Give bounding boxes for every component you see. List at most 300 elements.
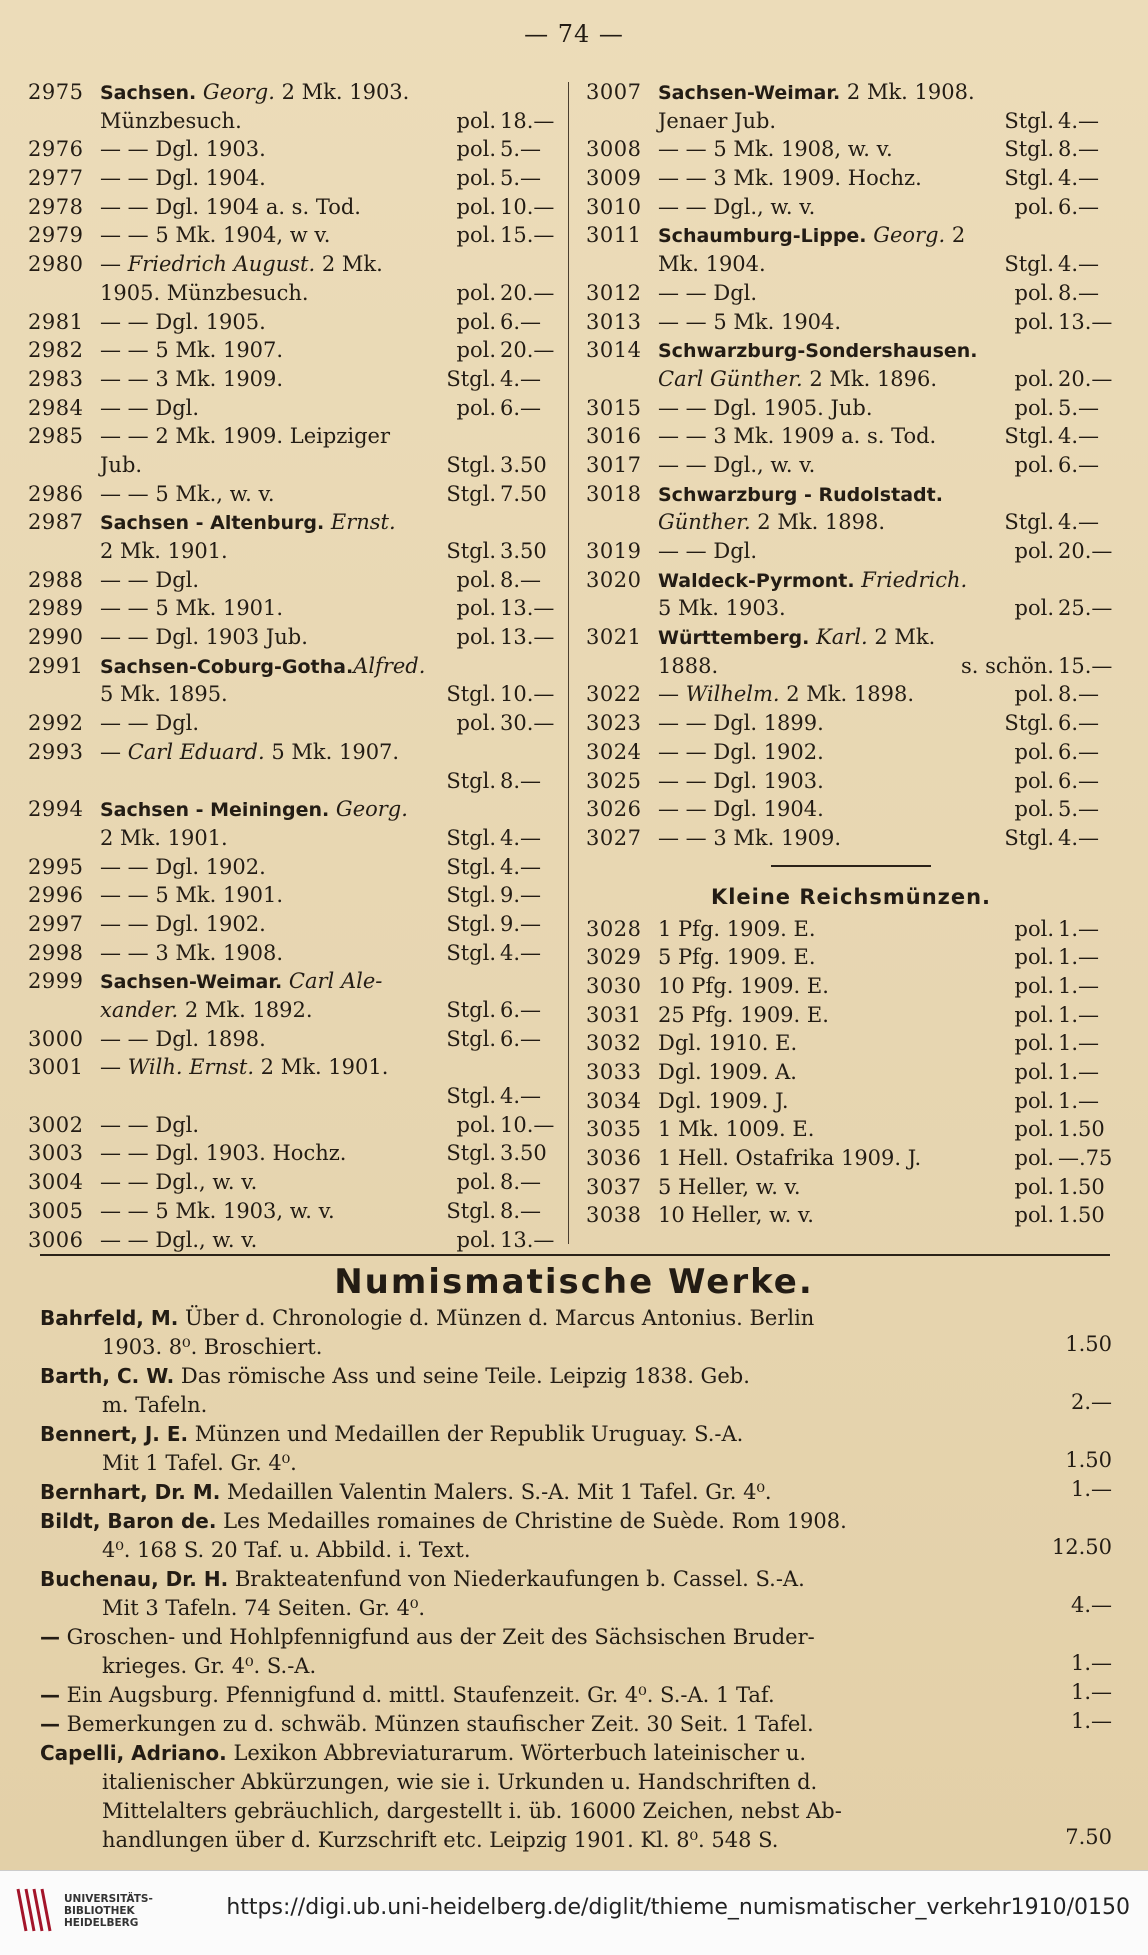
lot-condition: pol.	[1014, 739, 1054, 764]
lot-price: 1.—	[1058, 1060, 1100, 1084]
entry-author: Bildt, Baron de.	[40, 1509, 217, 1533]
entry-continuation: 4⁰. 168 S. 20 Taf. u. Abbild. i. Text.	[102, 1538, 471, 1562]
lot-condition: pol.	[456, 1170, 496, 1195]
lot-description: — Carl Eduard. 5 Mk. 1907.	[100, 739, 400, 764]
listing-row	[586, 1087, 1116, 1116]
lot-price: 7.50	[500, 481, 547, 506]
listing-row	[586, 394, 1116, 423]
listing-row	[586, 738, 1116, 767]
lot-condition: pol.	[1014, 797, 1054, 822]
listing-row	[586, 221, 1116, 250]
lot-description: — — Dgl.	[658, 280, 758, 305]
listing-row	[586, 135, 1116, 164]
lot-number: 2994	[28, 797, 84, 822]
listing-row	[28, 193, 558, 222]
lot-condition: pol.	[456, 395, 496, 420]
lot-condition: pol.	[1014, 1002, 1054, 1027]
lot-number: 2983	[28, 366, 84, 391]
lot-condition: pol.	[456, 223, 496, 248]
lot-number: 3010	[586, 194, 642, 219]
lot-condition: pol.	[1014, 1146, 1054, 1171]
entry-continuation: krieges. Gr. 4⁰. S.-A.	[102, 1654, 317, 1678]
lot-number: 3021	[586, 625, 642, 650]
lot-number: 3017	[586, 452, 642, 477]
lot-price: 4.—	[500, 1084, 542, 1109]
listing-row	[28, 1197, 558, 1226]
listing-row	[586, 508, 1116, 537]
lot-price: 1.—	[1058, 1031, 1100, 1056]
lot-condition: Stgl.	[1004, 711, 1054, 736]
right-listing	[586, 78, 1116, 853]
lot-number: 3015	[586, 395, 642, 420]
entry-title: Medaillen Valentin Malers. S.-A. Mit 1 Tafel. Gr. 4⁰.	[220, 1480, 772, 1504]
library-name: UNIVERSITÄTS- BIBLIOTHEK HEIDELBERG	[64, 1893, 153, 1929]
lot-description: 10 Heller, w. v.	[658, 1203, 814, 1228]
lot-condition: pol.	[1014, 768, 1054, 793]
lot-condition: pol.	[1014, 945, 1054, 970]
lot-condition: Stgl.	[446, 1198, 496, 1223]
lot-description: — — Dgl., w. v.	[100, 1227, 258, 1252]
lot-price: 4.—	[500, 825, 542, 850]
entry-continuation: Mittelalters gebräuchlich, dargestellt i. üb. 16000 Zeichen, nebst Ab-	[102, 1799, 842, 1823]
lot-description: — — Dgl. 1903 Jub.	[100, 625, 308, 650]
lot-price: 13.—	[1058, 309, 1113, 334]
entry-author: Barth, C. W.	[40, 1364, 175, 1388]
listing-row	[586, 193, 1116, 222]
lot-price: 9.—	[500, 911, 542, 936]
lot-condition: Stgl.	[446, 452, 496, 477]
entry-title: Ein Augsburg. Pfennigfund d. mittl. Staufenzeit. Gr. 4⁰. S.-A. 1 Taf.	[60, 1683, 775, 1707]
lot-condition: pol.	[1014, 1174, 1054, 1199]
lot-number: 2984	[28, 395, 84, 420]
listing-row	[586, 336, 1116, 365]
lot-condition: Stgl.	[446, 854, 496, 879]
lot-condition: pol.	[1014, 916, 1054, 941]
lot-description: — — 5 Mk. 1907.	[100, 338, 284, 363]
lot-condition: Stgl.	[1004, 166, 1054, 191]
listing-row	[28, 1168, 558, 1197]
lot-price: 4.—	[500, 854, 542, 879]
left-column	[28, 78, 558, 1254]
listing-row	[586, 1115, 1116, 1144]
listing-row	[586, 164, 1116, 193]
listing-row	[586, 78, 1116, 107]
lot-price: 1.50	[1058, 1203, 1105, 1228]
lot-description: — — 3 Mk. 1909.	[658, 825, 842, 850]
lot-description: 1 Mk. 1009. E.	[658, 1117, 815, 1142]
lot-description: — — 5 Mk., w. v.	[100, 481, 275, 506]
lot-number: 2990	[28, 625, 84, 650]
lot-condition: pol.	[1014, 596, 1054, 621]
literature-list	[40, 1304, 1112, 1855]
listing-row	[28, 250, 558, 279]
lot-description: — — 3 Mk. 1909. Hochz.	[658, 166, 922, 191]
lot-number: 2976	[28, 137, 84, 162]
listing-row	[28, 1139, 558, 1168]
lot-condition: Stgl.	[446, 539, 496, 563]
listing-row	[28, 221, 558, 250]
lot-price: 10.—	[500, 1112, 555, 1137]
lot-description: Günther. 2 Mk. 1898.	[658, 510, 886, 535]
lot-description: — — 3 Mk. 1909.	[100, 366, 284, 391]
lot-number: 3012	[586, 280, 642, 305]
listing-row	[28, 824, 558, 853]
entry-price: 1.50	[1065, 1332, 1112, 1356]
lot-number: 2991	[28, 653, 84, 678]
listing-row	[586, 422, 1116, 451]
lot-condition: Stgl.	[446, 825, 496, 850]
lot-description: Jenaer Jub.	[658, 108, 777, 133]
lot-description: — — Dgl.	[658, 539, 758, 563]
lot-condition: Stgl.	[1004, 825, 1054, 850]
listing-row	[28, 709, 558, 738]
lot-number: 3000	[28, 1026, 84, 1051]
literature-entry	[40, 1478, 1112, 1507]
listing-row	[28, 1025, 558, 1054]
listing-row	[586, 537, 1116, 566]
listing-row	[28, 336, 558, 365]
listing-row	[586, 972, 1116, 1001]
lot-price: 3.50	[500, 452, 547, 477]
lot-condition: pol.	[1014, 1088, 1054, 1113]
lot-condition: Stgl.	[446, 366, 496, 391]
lot-condition: pol.	[456, 338, 496, 363]
lot-description: 1905. Münzbesuch.	[100, 280, 309, 305]
entry-author: Bennert, J. E.	[40, 1422, 189, 1446]
entry-continuation: Mit 3 Tafeln. 74 Seiten. Gr. 4⁰.	[102, 1596, 426, 1620]
lot-number: 3034	[586, 1088, 642, 1113]
listing-row	[586, 1029, 1116, 1058]
lot-description: — — 5 Mk. 1903, w. v.	[100, 1198, 335, 1223]
lot-number: 2977	[28, 166, 84, 191]
lot-condition: pol.	[1014, 194, 1054, 219]
lot-number: 3022	[586, 682, 642, 707]
literature-entry	[40, 1710, 1112, 1739]
lot-condition: pol.	[456, 137, 496, 162]
lot-description: 5 Mk. 1895.	[100, 682, 228, 707]
lot-number: 2988	[28, 567, 84, 592]
lot-price: 4.—	[1058, 166, 1100, 191]
lot-price: 25.—	[1058, 596, 1113, 621]
lot-description: Sachsen-Coburg-Gotha.Alfred.	[100, 653, 426, 678]
lot-condition: Stgl.	[446, 1026, 496, 1051]
lot-price: 30.—	[500, 711, 555, 736]
lot-price: 13.—	[500, 1227, 555, 1252]
listing-row	[28, 594, 558, 623]
lot-price: 6.—	[500, 395, 542, 420]
lot-number: 3033	[586, 1060, 642, 1084]
lot-number: 3020	[586, 567, 642, 592]
lot-description: — — Dgl.	[100, 567, 200, 592]
lot-number: 3028	[586, 916, 642, 941]
lot-price: 4.—	[1058, 108, 1100, 133]
lot-price: 4.—	[500, 940, 542, 965]
listing-row	[586, 1144, 1116, 1173]
listing-row	[28, 422, 558, 451]
listing-row	[28, 996, 558, 1025]
listing-row	[586, 451, 1116, 480]
lot-description: — — 5 Mk. 1901.	[100, 883, 284, 908]
lot-price: 18.—	[500, 108, 555, 133]
lot-description: — — Dgl. 1903. Hochz.	[100, 1141, 347, 1166]
listing-row	[586, 623, 1116, 652]
lot-description: Dgl. 1909. A.	[658, 1060, 797, 1084]
lot-description: — — 5 Mk. 1904, w v.	[100, 223, 331, 248]
listing-row	[28, 537, 558, 566]
listing-row	[28, 135, 558, 164]
lot-price: 5.—	[1058, 797, 1100, 822]
lot-condition: pol.	[1014, 395, 1054, 420]
lot-number: 2989	[28, 596, 84, 621]
lot-number: 3011	[586, 223, 642, 248]
lot-price: 20.—	[500, 280, 555, 305]
lot-price: 1.—	[1058, 1002, 1100, 1027]
listing-row	[28, 738, 558, 767]
lot-condition: pol.	[1014, 366, 1054, 391]
listing-row	[586, 365, 1116, 394]
lot-description: — — Dgl. 1899.	[658, 711, 824, 736]
listing-row	[28, 508, 558, 537]
lot-number: 3019	[586, 539, 642, 563]
lot-condition: Stgl.	[1004, 108, 1054, 133]
lot-description: 5 Heller, w. v.	[658, 1174, 801, 1199]
lot-number: 3027	[586, 825, 642, 850]
lot-description: 2 Mk. 1901.	[100, 539, 228, 563]
entry-price: 12.50	[1051, 1535, 1112, 1559]
listing-row	[586, 824, 1116, 853]
lot-number: 3030	[586, 973, 642, 998]
lot-description: Waldeck-Pyrmont. Friedrich.	[658, 567, 968, 592]
lot-number: 3007	[586, 80, 642, 104]
lot-price: 1.—	[1058, 916, 1100, 941]
listing-row	[586, 566, 1116, 595]
lot-description: — — Dgl. 1904 a. s. Tod.	[100, 194, 361, 219]
literature-entry	[40, 1623, 1112, 1681]
lot-condition: pol.	[456, 596, 496, 621]
listing-row	[28, 623, 558, 652]
entry-title: Lexikon Abbreviaturarum. Wörterbuch lateinischer u.	[226, 1741, 807, 1765]
lot-condition: pol.	[1014, 539, 1054, 563]
lot-condition: pol.	[1014, 309, 1054, 334]
literature-entry	[40, 1739, 1112, 1855]
entry-price: 1.—	[1070, 1477, 1112, 1501]
lot-description: xander. 2 Mk. 1892.	[100, 998, 313, 1022]
lot-description: — — 5 Mk. 1901.	[100, 596, 284, 621]
lot-description: Mk. 1904.	[658, 252, 766, 277]
lot-condition: pol.	[1014, 1203, 1054, 1228]
lot-description: 1 Hell. Ostafrika 1909. J.	[658, 1146, 922, 1171]
listing-row	[28, 910, 558, 939]
source-url[interactable]: https://digi.ub.uni-heidelberg.de/diglit/thieme_numismatischer_verkehr1910/0150	[226, 1895, 1130, 1920]
lot-number: 2981	[28, 309, 84, 334]
lot-number: 3014	[586, 338, 642, 363]
lot-number: 3029	[586, 945, 642, 970]
lot-condition: Stgl.	[446, 883, 496, 908]
lot-description: Schwarzburg-Sondershausen.	[658, 340, 978, 363]
lot-description: 25 Pfg. 1909. E.	[658, 1002, 829, 1027]
entry-price: 7.50	[1065, 1825, 1112, 1849]
listing-row	[28, 566, 558, 595]
lot-description: — — Dgl. 1904.	[100, 166, 266, 191]
lot-condition: Stgl.	[446, 1084, 496, 1109]
entry-price: 1.—	[1070, 1651, 1112, 1675]
lot-condition: s. schön.	[960, 653, 1054, 678]
listing-row	[586, 709, 1116, 738]
short-divider	[771, 865, 931, 867]
lot-condition: pol.	[456, 567, 496, 592]
lot-number: 3008	[586, 137, 642, 162]
lot-price: 8.—	[1058, 137, 1100, 162]
lot-description: — — 5 Mk. 1908, w. v.	[658, 137, 893, 162]
lot-description: 10 Pfg. 1909. E.	[658, 973, 829, 998]
entry-continuation: italienischer Abkürzungen, wie sie i. Urkunden u. Handschriften d.	[102, 1770, 818, 1794]
page-number: — 74 —	[524, 20, 624, 48]
lot-price: 8.—	[1058, 682, 1100, 707]
entry-price: 1.—	[1070, 1709, 1112, 1733]
lot-number: 3025	[586, 768, 642, 793]
lot-price: —.75	[1058, 1146, 1113, 1171]
lot-condition: pol.	[456, 194, 496, 219]
lot-condition: pol.	[456, 280, 496, 305]
lot-number: 3003	[28, 1141, 84, 1166]
listing-row	[28, 394, 558, 423]
entry-continuation: Mit 1 Tafel. Gr. 4⁰.	[102, 1451, 297, 1475]
listing-row	[28, 881, 558, 910]
lot-number: 3006	[28, 1227, 84, 1252]
lot-price: 20.—	[500, 338, 555, 363]
entry-author: —	[40, 1712, 60, 1736]
lot-price: 6.—	[1058, 768, 1100, 793]
lot-condition: pol.	[1014, 973, 1054, 998]
lot-description: Sachsen - Meiningen. Georg.	[100, 797, 408, 822]
lot-number: 3038	[586, 1203, 642, 1228]
lot-description: — — 3 Mk. 1908.	[100, 940, 284, 965]
entry-continuation: 1903. 8⁰. Broschiert.	[102, 1335, 323, 1359]
lot-condition: Stgl.	[446, 481, 496, 506]
library-logo-icon	[14, 1885, 54, 1935]
lot-description: — — Dgl., w. v.	[100, 1170, 258, 1195]
listing-row	[586, 250, 1116, 279]
listing-row	[28, 795, 558, 824]
lot-condition: Stgl.	[1004, 510, 1054, 535]
lot-price: 20.—	[1058, 539, 1113, 563]
lot-price: 5.—	[500, 166, 542, 191]
lot-condition: pol.	[1014, 1117, 1054, 1142]
lot-description: Dgl. 1909. J.	[658, 1088, 789, 1113]
entry-author: Buchenau, Dr. H.	[40, 1567, 229, 1591]
kleine-heading: Kleine Reichsmünzen.	[710, 884, 992, 909]
listing-row	[28, 107, 558, 136]
listing-row	[586, 308, 1116, 337]
lot-description: — — Dgl. 1902.	[100, 911, 266, 936]
listing-row	[28, 78, 558, 107]
lot-price: 4.—	[500, 366, 542, 391]
lot-number: 2995	[28, 854, 84, 879]
lot-price: 6.—	[1058, 711, 1100, 736]
lot-number: 2986	[28, 481, 84, 506]
lot-price: 10.—	[500, 194, 555, 219]
lot-number: 3037	[586, 1174, 642, 1199]
lot-description: — — Dgl. 1903.	[658, 768, 824, 793]
lot-number: 3016	[586, 424, 642, 449]
footer-bar	[0, 1870, 1148, 1955]
lot-price: 4.—	[1058, 424, 1100, 449]
lot-price: 6.—	[500, 998, 542, 1022]
lot-description: Dgl. 1910. E.	[658, 1031, 798, 1056]
listing-row	[586, 594, 1116, 623]
listing-row	[586, 1173, 1116, 1202]
kleine-listing	[586, 915, 1116, 1231]
lot-price: 13.—	[500, 596, 555, 621]
listing-row	[28, 1111, 558, 1140]
listing-row	[28, 365, 558, 394]
lot-condition: Stgl.	[446, 940, 496, 965]
lot-number: 2975	[28, 80, 84, 104]
lot-number: 2982	[28, 338, 84, 363]
lot-price: 9.—	[500, 883, 542, 908]
column-divider	[568, 82, 569, 1244]
lot-description: Sachsen - Altenburg. Ernst.	[100, 510, 396, 535]
entry-title: Bemerkungen zu d. schwäb. Münzen staufischer Zeit. 30 Seit. 1 Tafel.	[60, 1712, 814, 1736]
lot-condition: pol.	[456, 1112, 496, 1137]
lot-condition: pol.	[1014, 1060, 1054, 1084]
lot-price: 4.—	[1058, 825, 1100, 850]
lot-description: — — Dgl. 1905.	[100, 309, 266, 334]
lot-price: 15.—	[500, 223, 555, 248]
lot-description: Sachsen-Weimar. Carl Ale-	[100, 969, 383, 994]
lot-description: — — 3 Mk. 1909 a. s. Tod.	[658, 424, 937, 449]
lot-description: — — Dgl.	[100, 1112, 200, 1137]
lot-description: — — Dgl. 1903.	[100, 137, 266, 162]
entry-author: —	[40, 1625, 60, 1649]
lot-condition: pol.	[456, 309, 496, 334]
lot-number: 2998	[28, 940, 84, 965]
listing-row	[586, 1201, 1116, 1230]
entry-title: Das römische Ass und seine Teile. Leipzig 1838. Geb.	[174, 1364, 750, 1388]
lot-number: 2979	[28, 223, 84, 248]
lot-number: 3002	[28, 1112, 84, 1137]
lot-description: 2 Mk. 1901.	[100, 825, 228, 850]
lot-price: 8.—	[500, 1198, 542, 1223]
lot-price: 6.—	[1058, 452, 1100, 477]
listing-row	[586, 943, 1116, 972]
listing-row	[28, 480, 558, 509]
lot-number: 3024	[586, 739, 642, 764]
lot-description: — Wilh. Ernst. 2 Mk. 1901.	[100, 1055, 389, 1080]
listing-row	[28, 308, 558, 337]
lot-number: 3005	[28, 1198, 84, 1223]
lot-description: — — Dgl. 1902.	[658, 739, 824, 764]
lot-number: 3009	[586, 166, 642, 191]
lot-description: Carl Günther. 2 Mk. 1896.	[658, 366, 938, 391]
lot-price: 15.—	[1058, 653, 1113, 678]
lot-description: — — Dgl., w. v.	[658, 452, 816, 477]
lot-price: 6.—	[1058, 739, 1100, 764]
lot-description: — — Dgl.	[100, 711, 200, 736]
lot-price: 5.—	[1058, 395, 1100, 420]
lot-price: 1.—	[1058, 945, 1100, 970]
lot-condition: pol.	[1014, 280, 1054, 305]
section-rule	[40, 1254, 1110, 1256]
lot-price: 3.50	[500, 539, 547, 563]
lot-description: — — Dgl. 1902.	[100, 854, 266, 879]
lot-number: 3004	[28, 1170, 84, 1195]
listing-row	[586, 915, 1116, 944]
literature-entry	[40, 1507, 1112, 1565]
entry-title: Über d. Chronologie d. Münzen d. Marcus Antonius. Berlin	[178, 1306, 815, 1330]
lot-price: 8.—	[500, 567, 542, 592]
entry-title: Brakteatenfund von Niederkaufungen b. Cassel. S.-A.	[228, 1567, 805, 1591]
